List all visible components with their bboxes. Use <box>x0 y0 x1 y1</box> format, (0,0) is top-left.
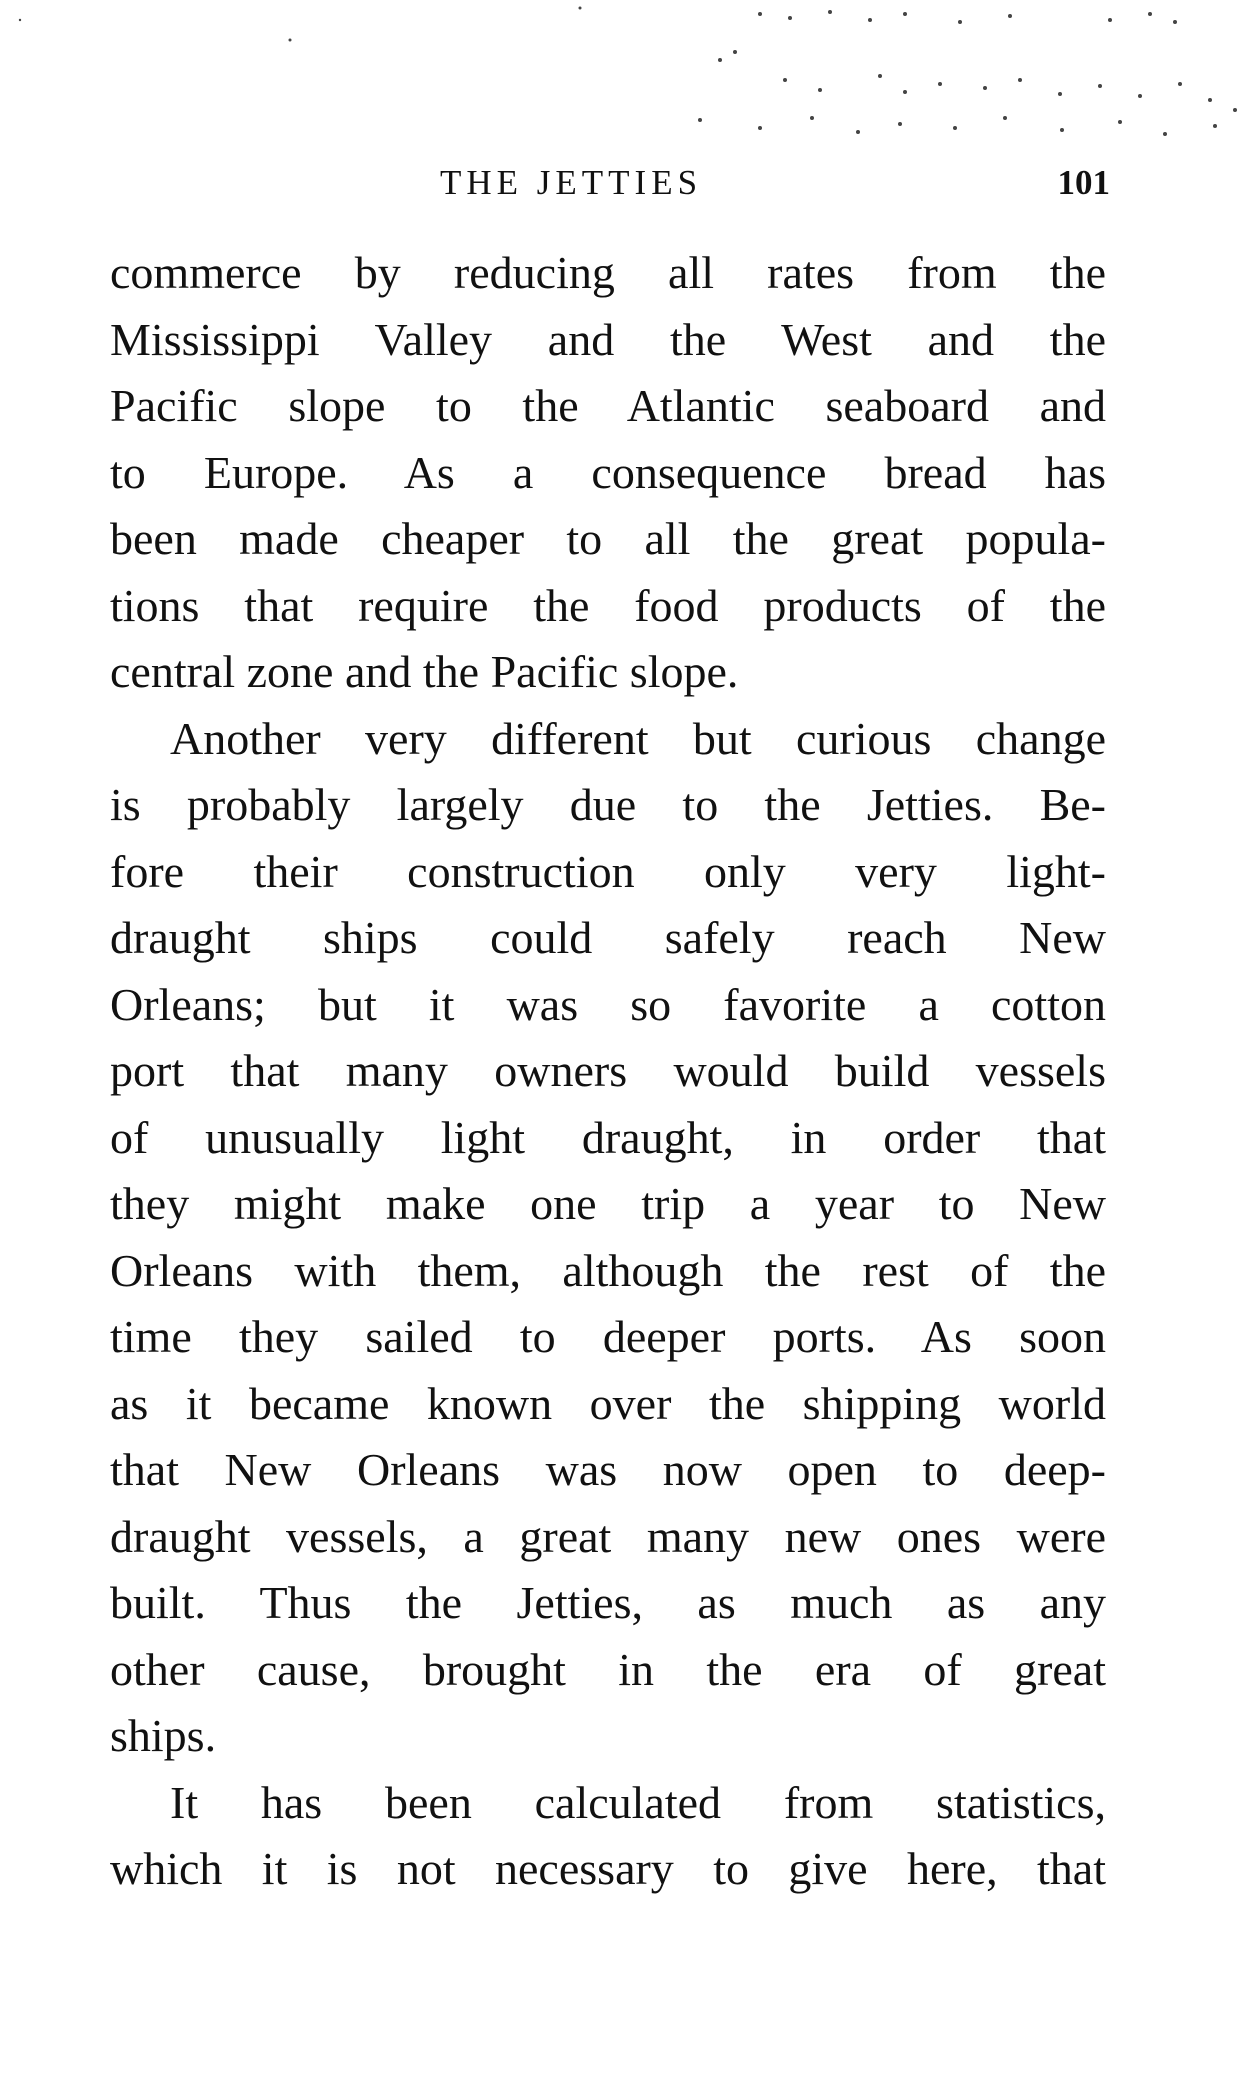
text-line: as it became known over the shipping world <box>110 1377 1106 1429</box>
text-line: that New Orleans was now open to deep- <box>110 1444 1106 1495</box>
text-line: they might make one trip a year to New <box>110 1178 1106 1229</box>
body-text <box>110 240 1106 1903</box>
text-line: fore their construction only very light- <box>110 845 1106 897</box>
text-line: port that many owners would build vessels <box>110 1045 1106 1096</box>
text-line: Orleans with them, although the rest of the <box>110 1244 1106 1296</box>
text-line: built. Thus the Jetties, as much as any <box>110 1577 1106 1628</box>
text-line: time they sailed to deeper ports. As soon <box>110 1311 1106 1362</box>
text-line: Orleans; but it was so favorite a cotton <box>110 978 1106 1030</box>
text-line: is probably largely due to the Jetties. Be- <box>110 779 1106 830</box>
text-line: draught vessels, a great many new ones were <box>110 1510 1106 1562</box>
page-number: 101 <box>1057 163 1110 202</box>
text-line: central zone and the Pacific slope. <box>110 646 739 697</box>
text-line: Pacific slope to the Atlantic seaboard and <box>110 380 1106 431</box>
text-line: draught ships could safely reach New <box>110 912 1106 963</box>
text-line: It has been calculated from statistics, <box>170 1776 1106 1828</box>
text-line: been made cheaper to all the great popula- <box>110 513 1106 564</box>
text-line: Another very different but curious change <box>170 712 1106 764</box>
text-line: tions that require the food products of the <box>110 579 1106 631</box>
text-line: commerce by reducing all rates from the <box>110 247 1106 298</box>
text-line: Mississippi Valley and the West and the <box>110 313 1106 365</box>
print-through-specks <box>0 0 1250 160</box>
text-line: other cause, brought in the era of great <box>110 1643 1106 1695</box>
page-header <box>110 160 1110 206</box>
text-line: of unusually light draught, in order that <box>110 1111 1106 1163</box>
running-head: THE JETTIES <box>440 163 703 202</box>
text-line: ships. <box>110 1710 217 1761</box>
text-line: to Europe. As a consequence bread has <box>110 446 1106 498</box>
text-line: which it is not necessary to give here, that <box>110 1843 1106 1894</box>
